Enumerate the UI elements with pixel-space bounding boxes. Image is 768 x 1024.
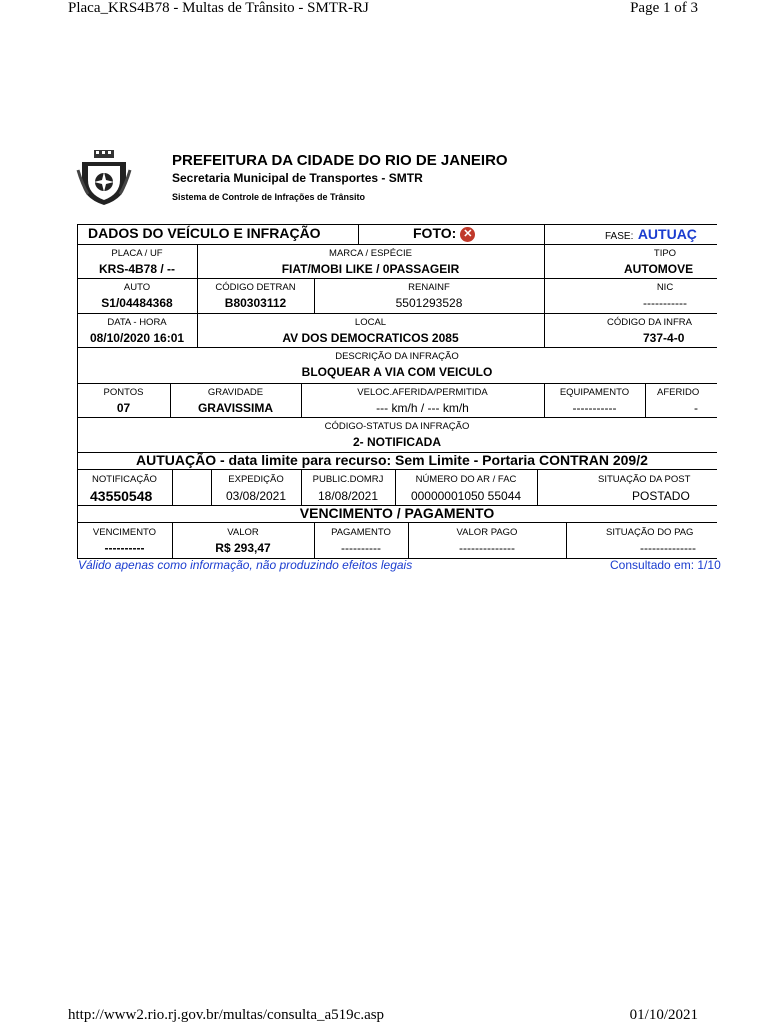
renainf-label: RENAINF [408,282,450,293]
print-footer-date: 01/10/2021 [629,1007,698,1023]
veloc-label: VELOC.AFERIDA/PERMITIDA [357,387,488,398]
descricao-label: DESCRIÇÃO DA INFRAÇÃO [335,351,459,362]
print-header-title: Placa_KRS4B78 - Multas de Trânsito - SMTR-RJ [68,0,369,16]
tipo-value: AUTOMOVE [624,262,694,276]
vencimento-label: VENCIMENTO [92,527,157,538]
aferido-label: AFERIDO [657,387,700,398]
autuacao-banner: AUTUAÇÃO - data limite para recurso: Sem Limite - Portaria CONTRAN 209/2 [136,452,648,468]
consultado-text: Consultado em: 1/10 [610,558,721,572]
print-footer-url: http://www2.rio.rj.gov.br/multas/consulta_a519c.asp [68,1007,385,1023]
valor-label: VALOR [227,527,259,538]
valor-value: R$ 293,47 [215,541,271,555]
status-label: CÓDIGO-STATUS DA INFRAÇÃO [324,421,470,432]
notificacao-label: NOTIFICAÇÃO [92,474,157,485]
notificacao-value: 43550548 [90,488,153,504]
placa-label: PLACA / UF [111,248,163,259]
descricao-value: BLOQUEAR A VIA COM VEICULO [301,365,493,379]
ar-value: 00000001050 55044 [410,489,522,503]
pontos-label: PONTOS [103,387,144,398]
auto-label: AUTO [123,282,151,293]
veloc-value: --- km/h / --- km/h [376,401,469,415]
print-header-page: Page 1 of 3 [630,0,698,16]
renainf-value: 5501293528 [395,296,463,310]
codigo-label: CÓDIGO DA INFRA [607,317,692,328]
gravidade-value: GRAVISSIMA [197,401,274,415]
expedicao-label: EXPEDIÇÃO [228,474,284,485]
postagem-value: POSTADO [632,489,690,503]
section-title: DADOS DO VEÍCULO E INFRAÇÃO [88,225,321,241]
foto-label-text: FOTO: [413,225,457,241]
vencimento-value: ---------- [104,541,145,555]
datahora-value: 08/10/2020 16:01 [89,331,185,345]
valor-pago-value: -------------- [459,541,515,555]
fase-value: AUTUAÇ [637,226,697,242]
detran-label: CÓDIGO DETRAN [215,282,296,293]
public-value: 18/08/2021 [317,489,379,503]
datahora-label: DATA - HORA [107,317,167,328]
public-label: PUBLIC.DOMRJ [312,474,384,485]
pontos-value: 07 [116,401,131,415]
local-label: LOCAL [354,317,387,328]
fase-field [605,226,697,244]
detran-value: B80303112 [224,296,287,310]
nic-value: ----------- [643,296,687,310]
nic-label: NIC [656,282,674,293]
tipo-label: TIPO [653,248,677,259]
situacao-label: SITUAÇÃO DO PAG [606,527,694,538]
status-value: 2- NOTIFICADA [353,435,441,449]
equip-value: ----------- [572,401,617,415]
disclaimer-text: Válido apenas como informação, não produzindo efeitos legais [78,558,413,572]
expedicao-value: 03/08/2021 [225,489,287,503]
auto-value: S1/04484368 [101,296,173,310]
fase-label: FASE: [605,231,634,242]
org-system: Sistema de Controle de Infrações de Trânsito [172,192,366,202]
gravidade-label: GRAVIDADE [207,387,264,398]
org-department: Secretaria Municipal de Transportes - SMTR [172,171,423,185]
org-name: PREFEITURA DA CIDADE DO RIO DE JANEIRO [172,152,508,169]
foto-label [413,225,475,242]
placa-value: KRS-4B78 / -- [98,262,175,276]
local-value: AV DOS DEMOCRATICOS 2085 [282,331,459,345]
valor-pago-label: VALOR PAGO [456,527,518,538]
pag-value: ---------- [341,541,381,555]
postagem-label: SITUAÇÃO DA POST [598,474,691,485]
marca-value: FIAT/MOBI LIKE / 0PASSAGEIR [281,262,460,276]
codigo-value: 737-4-0 [643,331,685,345]
situacao-value: -------------- [640,541,696,555]
pagamento-title: VENCIMENTO / PAGAMENTO [299,505,495,521]
ar-label: NÚMERO DO AR / FAC [415,474,517,485]
pag-label: PAGAMENTO [331,527,391,538]
x-circle-icon[interactable]: ✕ [460,227,475,242]
equip-label: EQUIPAMENTO [559,387,630,398]
aferido-value: - [694,401,698,415]
marca-label: MARCA / ESPÉCIE [329,248,412,259]
